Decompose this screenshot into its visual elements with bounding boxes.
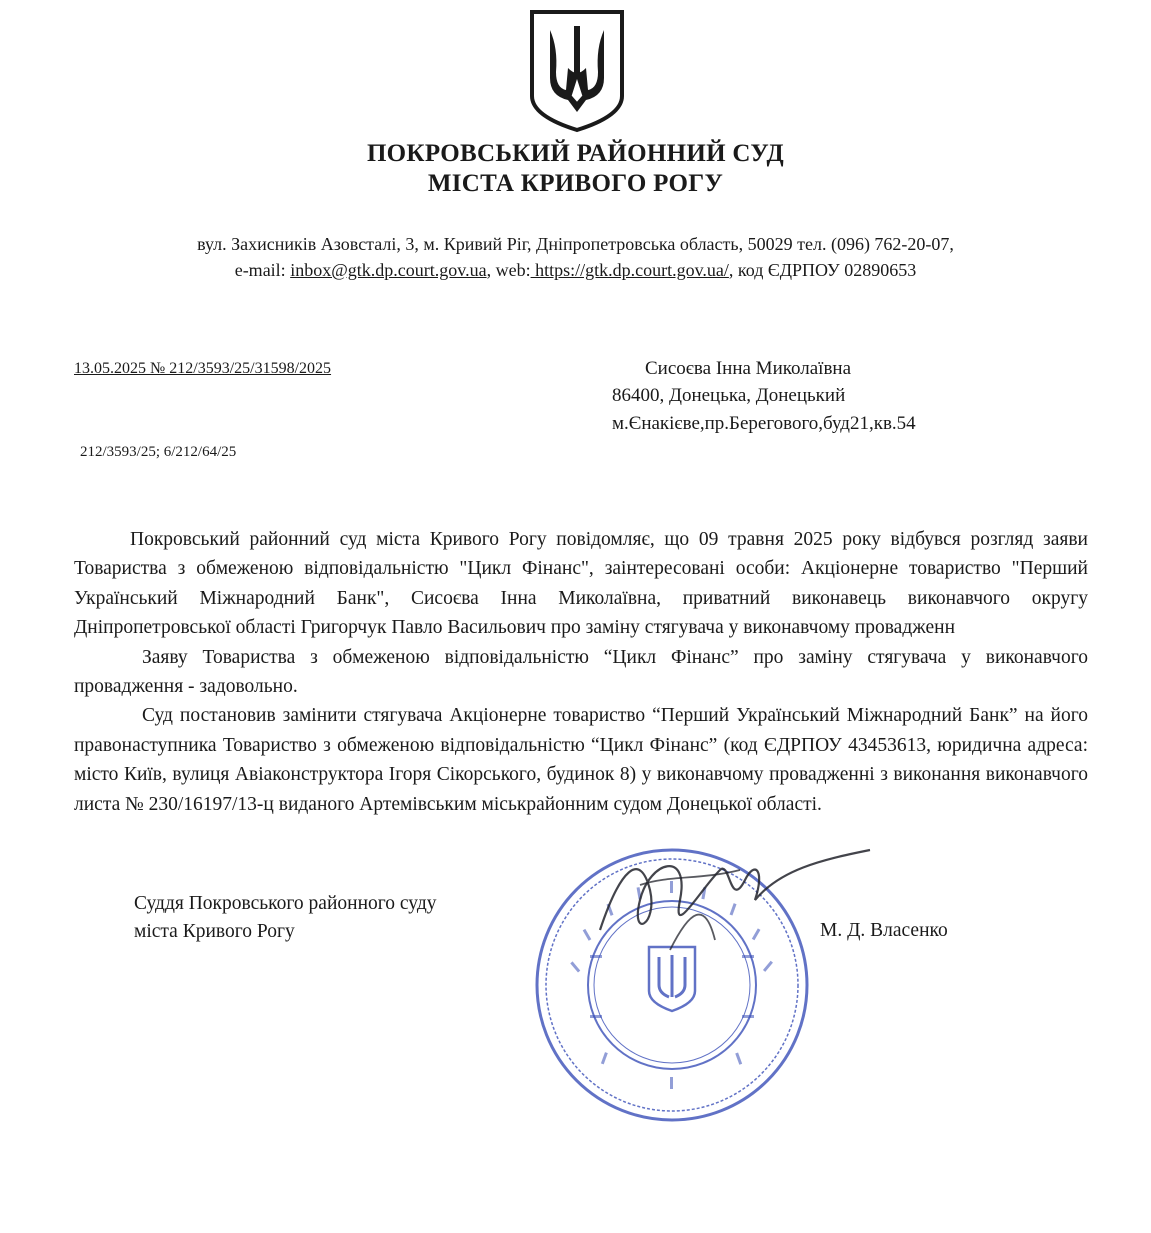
- judge-title-line2: міста Кривого Рогу: [134, 921, 295, 942]
- case-numbers: 212/3593/25; 6/212/64/25: [80, 444, 237, 460]
- web-link[interactable]: https://gtk.dp.court.gov.ua/: [530, 260, 729, 280]
- edrpou-code: , код ЄДРПОУ 02890653: [728, 260, 917, 280]
- court-name-line1: ПОКРОВСЬКИЙ РАЙОННИЙ СУД: [366, 140, 785, 167]
- web-label: , web:: [486, 260, 531, 280]
- judge-name: М. Д. Власенко: [820, 920, 948, 941]
- letter-body: [74, 525, 1088, 819]
- body-paragraph-1: Покровський районний суд міста Кривого Рогу повідомляє, що 09 травня 2025 року відбувся розгляд заяви Товариства з обмеженою відповідальністю "Цикл Фінанс", заінтересовані особи: Акціонерне товариство "Перший Український Міжнародний Банк", Сисоєва Інна Миколаївна, приватний виконавець виконавчого округу Дніпропетровської області Григорчук Павло Васильович про заміну стягувача у виконавчому провадженн: [74, 529, 1088, 639]
- court-address: вул. Захисників Азовсталі, 3, м. Кривий Ріг, Дніпропетровська область, 50029 тел. (096) 762-20-07,: [197, 234, 954, 254]
- body-paragraph-3: Суд постановив замінити стягувача Акціонерне товариство “Перший Український Міжнародний Банк” на його правонаступника Товариство з обмеженою відповідальністю “Цикл Фінанс” (код ЄДРПОУ 43453613, юридична адреса: місто Київ, вулиця Авіаконструктора Ігоря Сікорського, будинок 8) у виконавчому провадженні з виконання виконавчого листа № 230/16197/13-ц виданого Артемівським міськрайонним судом Донецької області.: [74, 705, 1088, 815]
- recipient-name: Сисоєва Інна Миколаївна: [645, 358, 852, 379]
- judge-signature: [580, 830, 880, 970]
- recipient-address-line2: м.Єнакієве,пр.Берегового,буд21,кв.54: [612, 413, 916, 434]
- outgoing-reference: 13.05.2025 № 212/3593/25/31598/2025: [74, 360, 332, 377]
- trident-coat-of-arms-icon: [528, 8, 626, 134]
- court-name-line2: МІСТА КРИВОГО РОГУ: [427, 170, 724, 197]
- email-label: e-mail:: [234, 260, 291, 280]
- court-contacts: [0, 260, 1151, 281]
- judge-title-line1: Суддя Покровського районного суду: [134, 893, 437, 914]
- body-paragraph-2: Заяву Товариства з обмеженою відповідальністю “Цикл Фінанс” про заміну стягувача у виконавчого провадження - задовольно.: [74, 646, 1088, 698]
- recipient-address-line1: 86400, Донецька, Донецький: [612, 385, 846, 406]
- email-link[interactable]: inbox@gtk.dp.court.gov.ua: [290, 260, 487, 280]
